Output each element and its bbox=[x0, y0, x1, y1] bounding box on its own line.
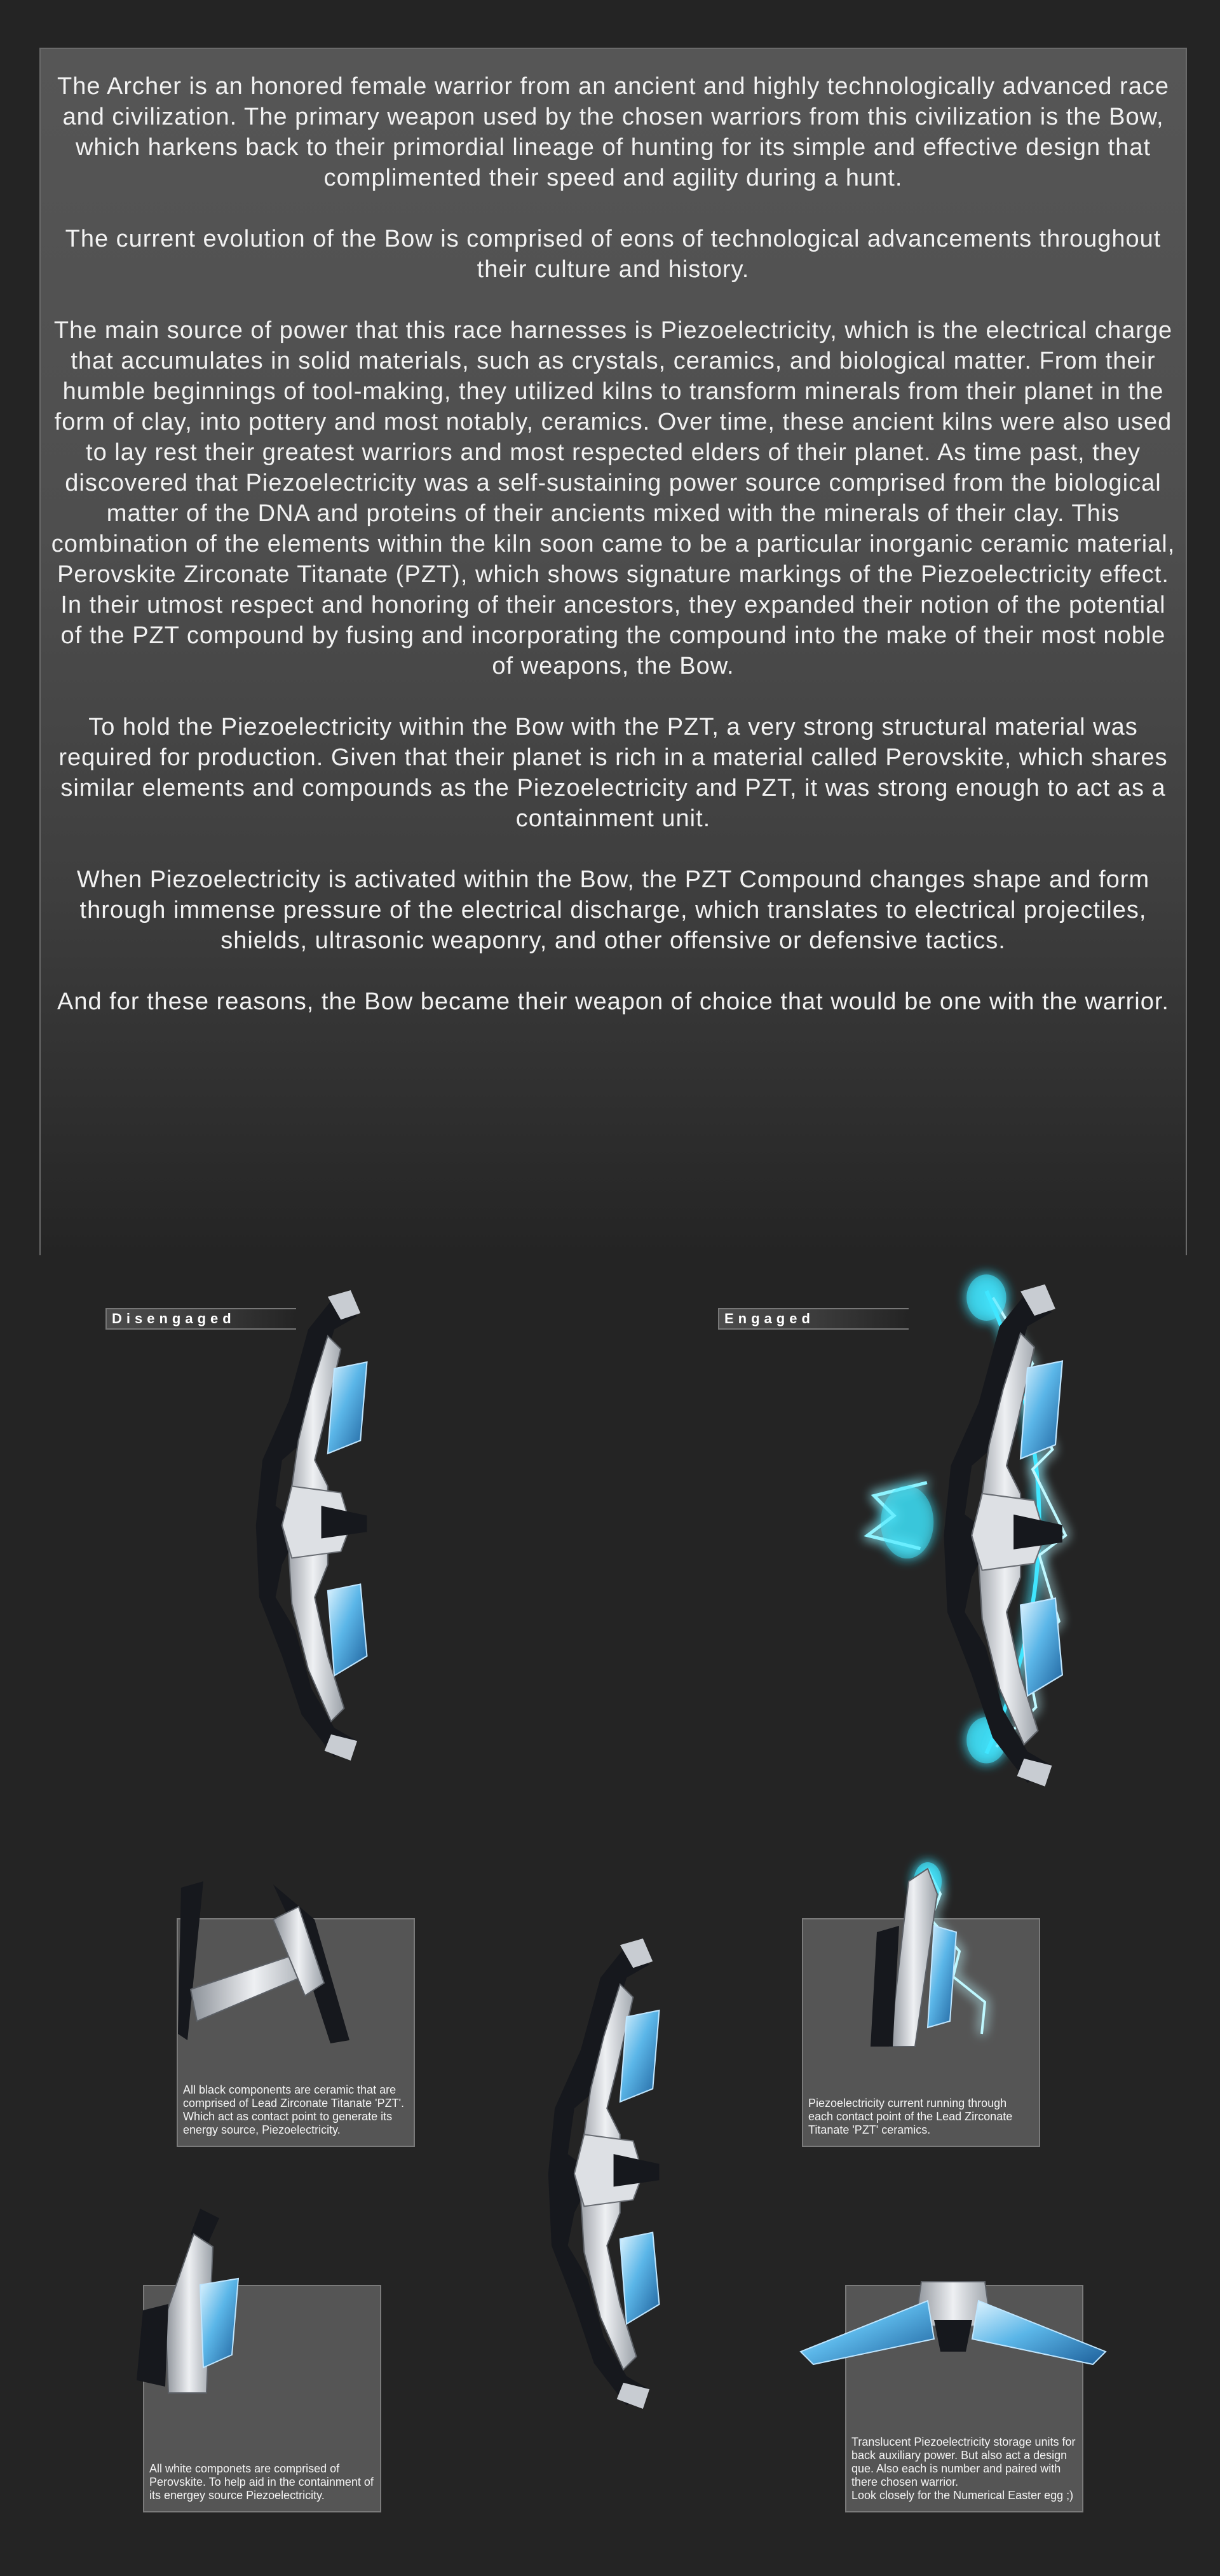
detail-perovskite-illustration bbox=[130, 2209, 257, 2399]
lore-paragraph: The Archer is an honored female warrior from an ancient and highly technologically advanced race and civilization. The primary weapon used by the chosen warriors from this civilization is the Bow, which harkens back to their primordial lineage of hunting for its simple and effective design that complimented their speed and agility during a hunt. bbox=[57, 73, 1169, 191]
note-translucent-text: Translucent Piezoelectricity storage units for back auxiliary power. But also act a design que. Also each is number and paired with there chosen warrior. Look closely for the Numerical Easter egg ;) bbox=[851, 2436, 1076, 2502]
detail-current-illustration bbox=[826, 1856, 1029, 2047]
lore-text bbox=[47, 71, 1179, 1047]
detail-ceramic-top-illustration bbox=[178, 1881, 356, 2047]
lore-paragraph: To hold the Piezoelectricity within the Bow with the PZT, a very strong structural material was required for production. Given that their planet is rich in a material called Perovskite, which shares similar elements and compounds as the Piezoelectricity and PZT, it was strong enough to act as a containment unit. bbox=[58, 714, 1168, 832]
lore-paragraph: The main source of power that this race harnesses is Piezoelectricity, which is the electrical charge that accumulates in solid materials, such as crystals, ceramics, and biological matter. From their humble beginnings of tool-making, they utilized kilns to transform minerals from their planet in the form of clay, into pottery and most notably, ceramics. Over time, these ancient kilns were also used to lay rest their greatest warriors and most respected elders of their planet. As time past, they discovered that Piezoelectricity was a self-sustaining power source comprised from the biological matter of the DNA and proteins of their ancients mixed with the minerals of their clay. This combination of the elements within the kiln soon came to be a particular inorganic ceramic material, Perovskite Zirconate Titanate (PZT), which shows signature markings of the Piezoelectricity effect. In their utmost respect and honoring of their ancestors, they expanded their notion of the potential of the PZT compound by fusing and incorporating the compound into the make of their most noble of weapons, the Bow. bbox=[51, 317, 1176, 679]
engaged-label: Engaged bbox=[718, 1308, 909, 1330]
lore-paragraph: And for these reasons, the Bow became their weapon of choice that would be one with the warrior. bbox=[57, 988, 1169, 1015]
bow-center-illustration bbox=[505, 1939, 696, 2409]
note-black-components-text: All black components are ceramic that are comprised of Lead Zirconate Titanate 'PZT'. Which act as contact point to generate its energy source, Piezoelectricity. bbox=[183, 2083, 405, 2136]
bow-disengaged-illustration bbox=[232, 1290, 384, 1761]
lore-paragraph: When Piezoelectricity is activated within the Bow, the PZT Compound changes shape and form through immense pressure of the electrical discharge, which translates to electrical projectiles, shields, ultrasonic weaponry, and other offensive or defensive tactics. bbox=[76, 866, 1150, 954]
bow-engaged-illustration bbox=[820, 1271, 1074, 1773]
note-current-text: Piezoelectricity current running through each contact point of the Lead Zirconate Titanate 'PZT' ceramics. bbox=[808, 2097, 1013, 2136]
lore-paragraph: The current evolution of the Bow is comprised of eons of technological advancements throughout their culture and history. bbox=[65, 226, 1162, 283]
note-white-components-text: All white componets are comprised of Perovskite. To help aid in the containment of its energey source Piezoelectricity. bbox=[149, 2462, 374, 2502]
disengaged-label: Disengaged bbox=[105, 1308, 296, 1330]
detail-storage-units-illustration bbox=[801, 2282, 1106, 2371]
